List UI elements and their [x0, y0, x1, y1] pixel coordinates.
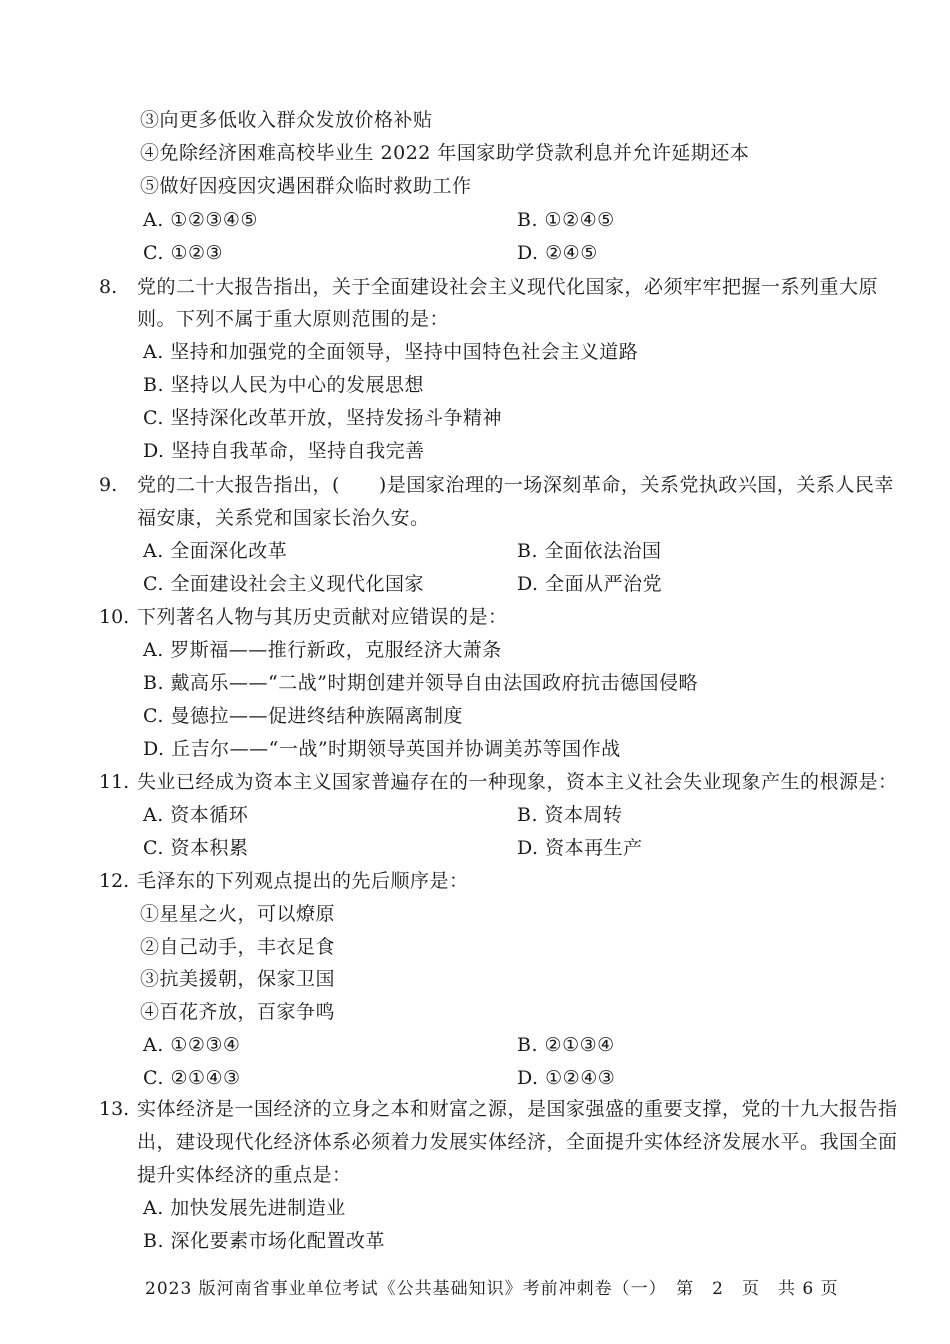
q11-option-c: C. 资本积累	[143, 837, 249, 859]
q9-option-c: C. 全面建设社会主义现代化国家	[143, 573, 424, 595]
q12-item-2: ②自己动手，丰衣足食	[140, 936, 336, 958]
q9-number: 9.	[99, 474, 118, 496]
q13-stem-line2: 出，建设现代化经济体系必须着力发展实体经济，全面提升实体经济发展水平。我国全面	[137, 1131, 898, 1153]
q12-item-4: ④百花齐放，百家争鸣	[140, 1001, 336, 1023]
q9-option-a: A. 全面深化改革	[143, 540, 288, 562]
q11-option-d: D. 资本再生产	[517, 837, 643, 859]
q12-option-c: C. ②①④③	[143, 1067, 241, 1089]
q10-option-c: C. 曼德拉——促进终结种族隔离制度	[143, 705, 463, 727]
q7-item-4: ④免除经济困难高校毕业生 2022 年国家助学贷款利息并允许延期还本	[140, 142, 750, 164]
q12-option-b: B. ②①③④	[517, 1034, 615, 1056]
q8-option-c: C. 坚持深化改革开放，坚持发扬斗争精神	[143, 407, 502, 429]
page-footer: 2023 版河南省事业单位考试《公共基础知识》考前冲刺卷（一） 第 2 页 共 6 页	[145, 1279, 839, 1296]
q7-option-a: A. ①②③④⑤	[143, 209, 258, 231]
q12-number: 12.	[99, 870, 130, 892]
q7-item-5: ⑤做好因疫因灾遇困群众临时救助工作	[140, 175, 472, 197]
q12-option-d: D. ①②④③	[517, 1067, 616, 1089]
q13-stem-line3: 提升实体经济的重点是：	[137, 1164, 352, 1186]
q12-item-1: ①星星之火，可以燎原	[140, 903, 336, 925]
q8-option-a: A. 坚持和加强党的全面领导，坚持中国特色社会主义道路	[143, 341, 639, 363]
q12-item-3: ③抗美援朝，保家卫国	[140, 968, 336, 990]
q10-number: 10.	[99, 606, 130, 628]
q11-stem-line1: 失业已经成为资本主义国家普遍存在的一种现象，资本主义社会失业现象产生的根源是：	[137, 771, 898, 793]
q10-stem-line1: 下列著名人物与其历史贡献对应错误的是：	[137, 606, 508, 628]
q13-option-a: A. 加快发展先进制造业	[143, 1197, 346, 1219]
q11-number: 11.	[99, 771, 130, 793]
q13-option-b: B. 深化要素市场化配置改革	[143, 1230, 386, 1252]
q7-option-b: B. ①②④⑤	[517, 209, 615, 231]
q9-option-d: D. 全面从严治党	[517, 573, 663, 595]
q8-option-d: D. 坚持自我革命，坚持自我完善	[143, 440, 425, 462]
q8-stem-line2: 则。下列不属于重大原则范围的是：	[137, 308, 450, 330]
q10-option-b: B. 戴高乐——“二战”时期创建并领导自由法国政府抗击德国侵略	[143, 672, 698, 694]
q8-number: 8.	[99, 276, 118, 298]
q8-option-b: B. 坚持以人民为中心的发展思想	[143, 374, 425, 396]
q12-stem-line1: 毛泽东的下列观点提出的先后顺序是：	[137, 870, 469, 892]
q11-option-a: A. 资本循环	[143, 804, 249, 826]
q10-option-d: D. 丘吉尔——“一战”时期领导英国并协调美苏等国作战	[143, 738, 621, 760]
q7-option-c: C. ①②③	[143, 242, 224, 264]
q9-stem-line2: 福安康，关系党和国家长治久安。	[137, 507, 430, 529]
q12-option-a: A. ①②③④	[143, 1034, 241, 1056]
q9-option-b: B. 全面依法治国	[517, 540, 662, 562]
q10-option-a: A. 罗斯福——推行新政，克服经济大萧条	[143, 639, 502, 661]
q11-option-b: B. 资本周转	[517, 804, 623, 826]
q7-item-3: ③向更多低收入群众发放价格补贴	[140, 109, 433, 131]
q7-option-d: D. ②④⑤	[517, 242, 598, 264]
q9-stem-line1: 党的二十大报告指出，( )是国家治理的一场深刻革命，关系党执政兴国，关系人民幸	[137, 474, 894, 496]
q8-stem-line1: 党的二十大报告指出，关于全面建设社会主义现代化国家，必须牢牢把握一系列重大原	[137, 276, 879, 298]
q13-number: 13.	[99, 1098, 130, 1120]
q13-stem-line1: 实体经济是一国经济的立身之本和财富之源，是国家强盛的重要支撑，党的十九大报告指	[137, 1098, 898, 1120]
